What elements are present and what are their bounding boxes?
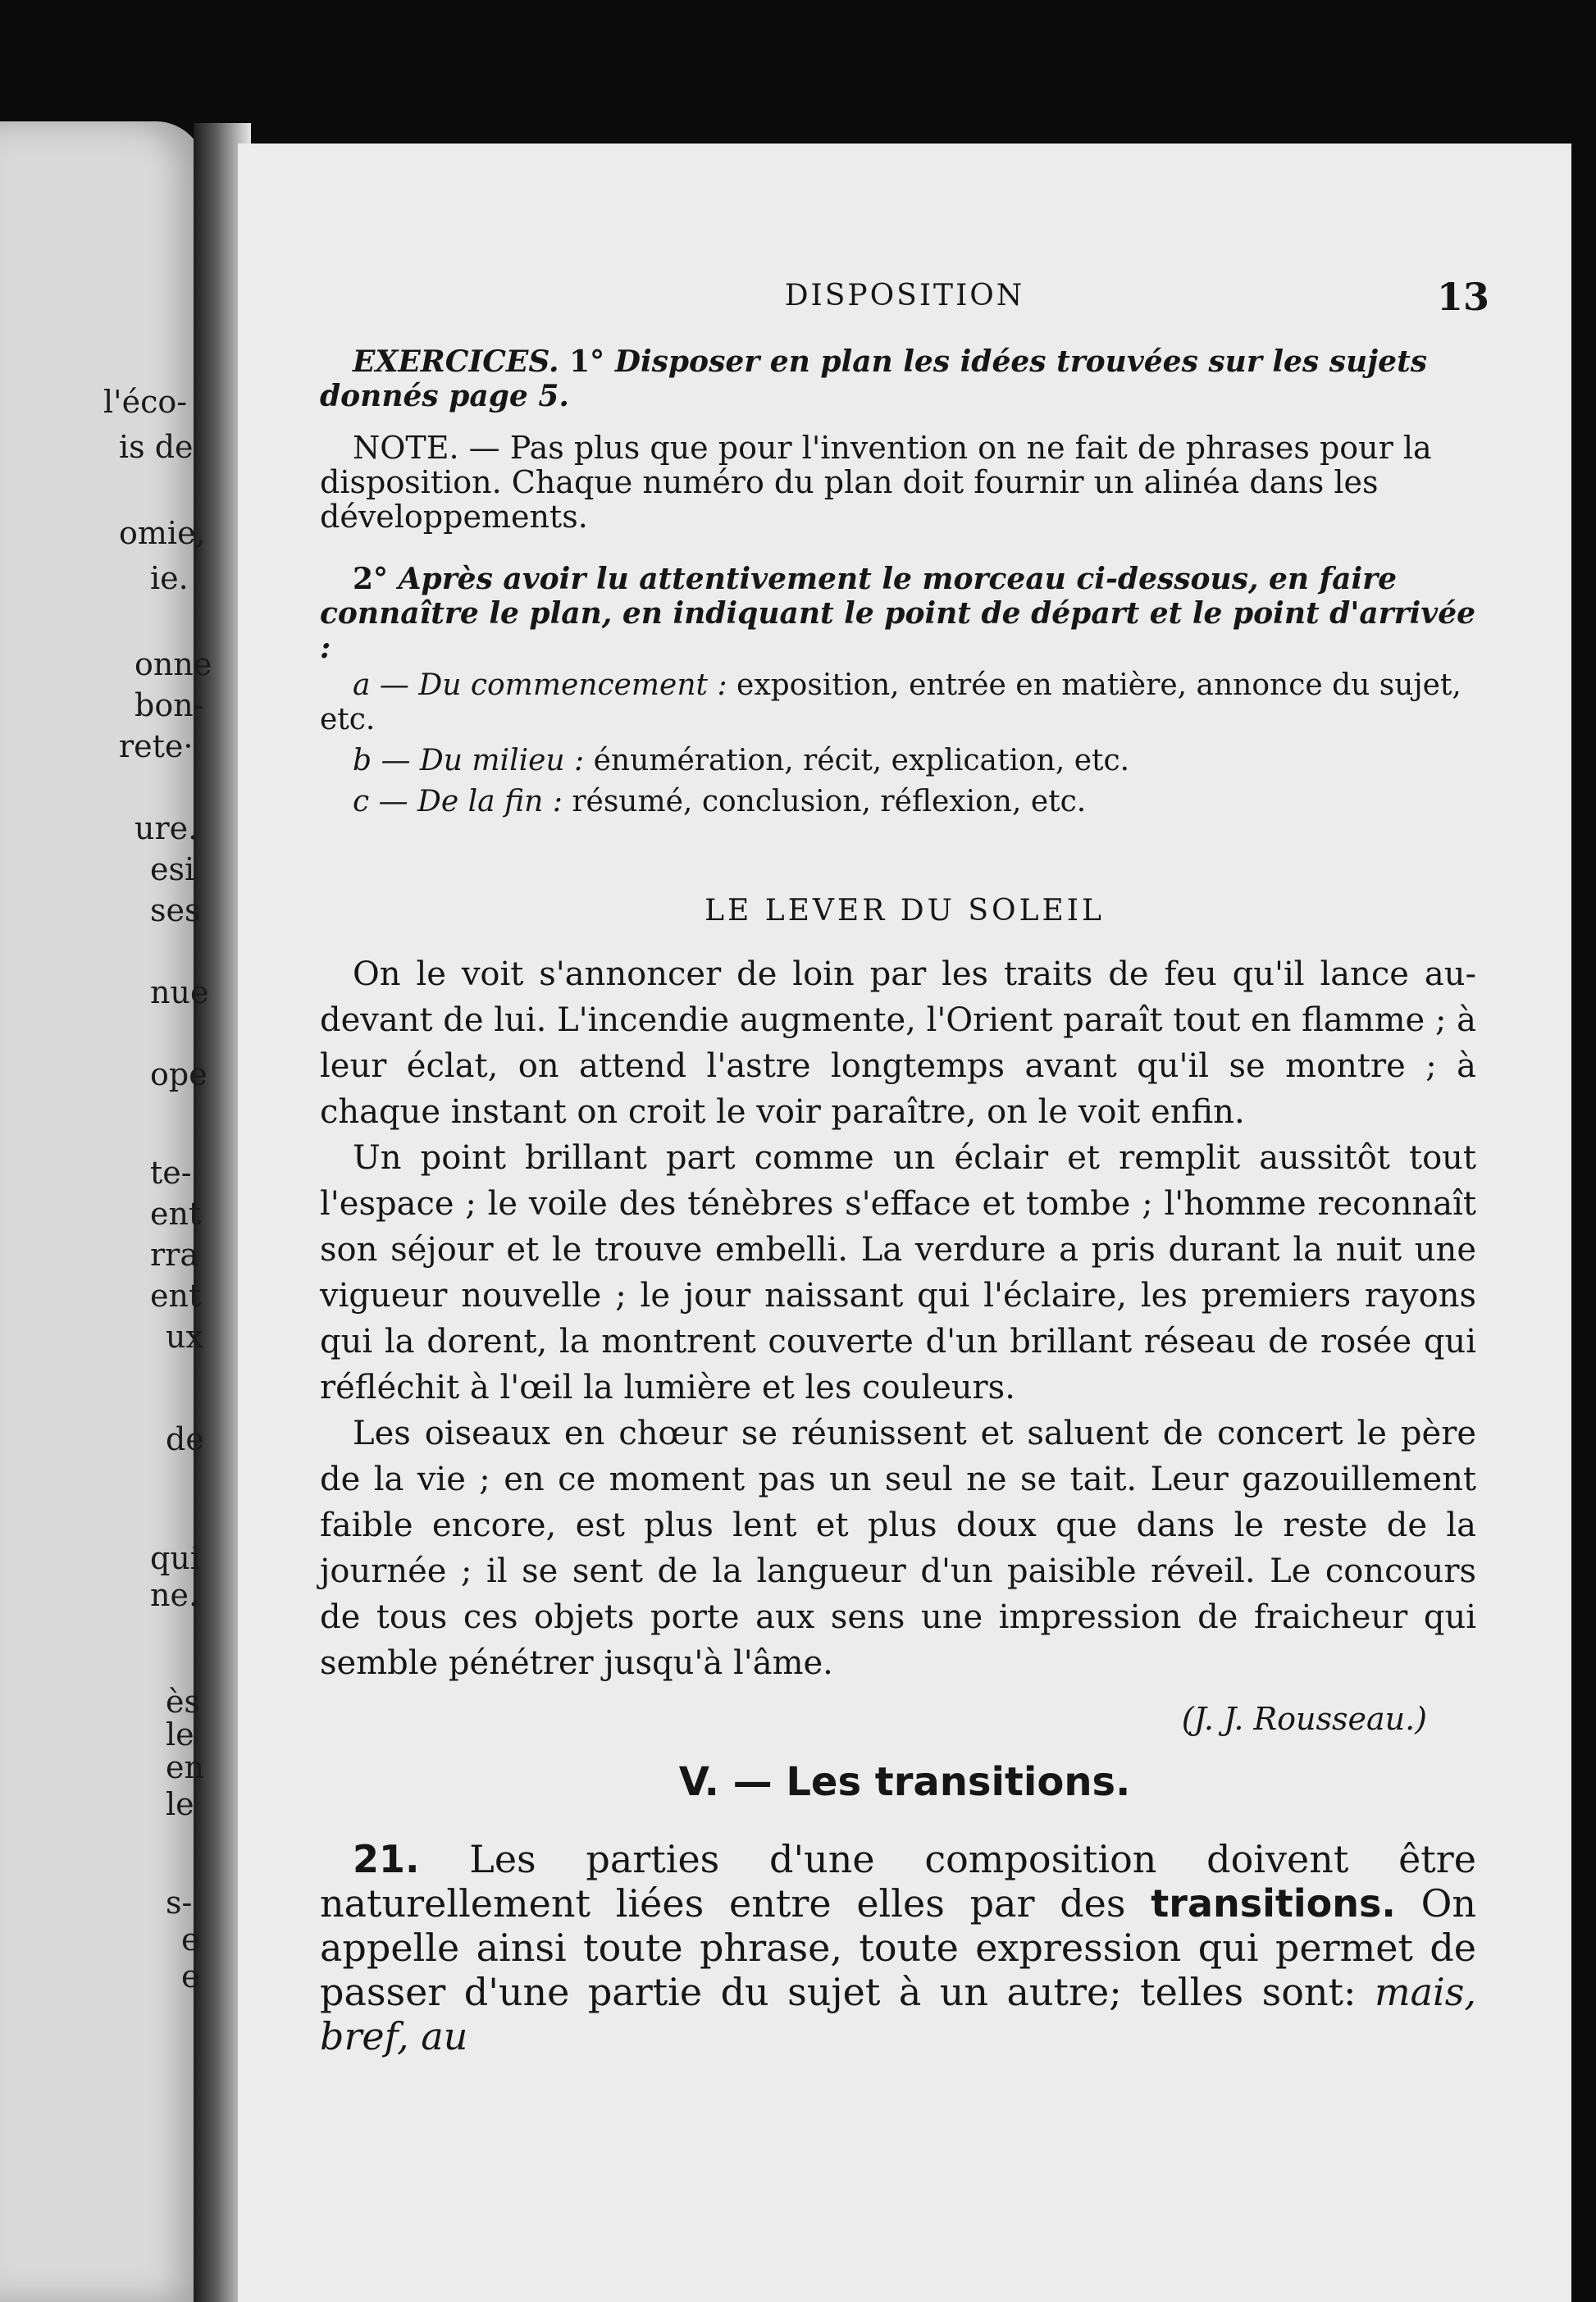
left-page-fragment: ses bbox=[150, 892, 201, 928]
left-page-fragment: de bbox=[166, 1421, 204, 1457]
attribution: (J. J. Rousseau.) bbox=[1181, 1701, 1427, 1737]
left-page-fragment: ure. bbox=[135, 810, 198, 846]
passage-paragraph: Un point brillant part comme un éclair et remplit aussitôt tout l'espace ; le voile des ténèbres s'efface et tombe ; l'homme reconnaît son séjour et le trouve embelli. La verdure a pris durant la nuit une vigueur nouvelle ; le jour naissant qui l'éclaire, les premiers rayons qui la dorent, la montrent couverte d'un brillant réseau de rosée qui réfléchit à l'œil la lumière et les couleurs. bbox=[320, 1139, 1476, 1406]
bold-term: transitions. bbox=[1151, 1881, 1396, 1926]
passage-paragraph: On le voit s'annoncer de loin par les traits de feu qu'il lance au-devant de lui. L'incendie augmente, l'Orient paraît tout en flamme ; à leur éclat, on attend l'astre longtemps avant qu'il se montre ; à chaque instant on croit le voir paraître, on le voit enfin. bbox=[320, 955, 1476, 1131]
note-text: — Pas plus que pour l'invention on ne fait de phrases pour la disposition. Chaque numéro du plan doit fournir un alinéa dans les développements. bbox=[320, 430, 1432, 535]
left-page-fragment: omie, bbox=[119, 515, 206, 551]
left-page-fragment: s- bbox=[166, 1885, 193, 1921]
left-page-fragment: rra bbox=[150, 1237, 198, 1273]
left-page-fragment: bon- bbox=[135, 687, 204, 723]
left-page-fragment: ent bbox=[150, 1278, 202, 1314]
exercise-1: EXERCICES. 1° Disposer en plan les idées trouvées sur les sujets donnés page 5. bbox=[320, 344, 1427, 413]
note-label: NOTE. bbox=[353, 430, 459, 466]
paragraph-number: 21. bbox=[353, 1837, 420, 1881]
list-item: b — Du milieu : énumération, récit, explication, etc. bbox=[353, 744, 1130, 777]
page-number: 13 bbox=[1436, 275, 1489, 319]
left-page-fragment: qui bbox=[150, 1540, 200, 1576]
passage-title: LE LEVER DU SOLEIL bbox=[705, 894, 1105, 928]
left-page-fragment: ès bbox=[166, 1684, 200, 1720]
left-page-fragment: rete· bbox=[119, 728, 194, 764]
passage-paragraph: Les oiseaux en chœur se réunissent et saluent de concert le père de la vie ; en ce moment pas un seul ne se tait. Leur gazouillement faible encore, est plus lent et plus doux que dans le reste de la journée ; il se sent de la langueur d'un paisible réveil. Le concours de tous ces objets porte aux sens une impression de fraicheur qui semble pénétrer jusqu'à l'âme. bbox=[320, 1415, 1476, 1682]
left-page-fragment: e bbox=[181, 1958, 200, 1994]
left-page-fragment: esi bbox=[150, 851, 195, 887]
left-page-fragment: l'éco- bbox=[103, 384, 188, 420]
left-page-fragment: e bbox=[181, 1921, 200, 1958]
exercise-1-text: Disposer en plan les idées trouvées sur les sujets donnés page 5. bbox=[320, 344, 1427, 413]
left-page-fragment: ne. bbox=[150, 1577, 199, 1613]
book-page bbox=[238, 144, 1571, 2302]
list-item: a — Du commencement : exposition, entrée en matière, annonce du sujet, etc. bbox=[320, 668, 1461, 736]
left-page-fragment: ent bbox=[150, 1196, 202, 1232]
running-title: DISPOSITION bbox=[784, 279, 1025, 312]
left-page-fragment: ux bbox=[166, 1319, 203, 1355]
section-title: V. — Les transitions. bbox=[678, 1759, 1131, 1805]
note-paragraph bbox=[320, 431, 1476, 534]
section-paragraph: 21. Les parties d'une composition doivent être naturellement liées entre elles par des transitions. On appelle ainsi toute phrase, toute expression qui permet de passer d'une partie du sujet à un autre; telles sont: mais, bref, au bbox=[320, 1837, 1477, 2058]
left-page-fragment: en bbox=[166, 1749, 204, 1785]
exercise-2-text: Après avoir lu attentivement le morceau ci-dessous, en faire connaître le plan, en indiquant le point de départ et le point d'arrivée : bbox=[320, 562, 1476, 665]
passage-body bbox=[320, 951, 1476, 1742]
left-page-fragment: onne bbox=[135, 646, 212, 682]
exercises-label: EXERCICES. bbox=[353, 344, 559, 379]
left-page-fragment: nue bbox=[150, 974, 209, 1010]
left-page-fragment: le bbox=[166, 1716, 194, 1753]
left-page-fragment: is de bbox=[119, 429, 194, 465]
exercise-items bbox=[320, 668, 1476, 819]
exercise-2: 2° Après avoir lu attentivement le morceau ci-dessous, en faire connaître le plan, en indiquant le point de départ et le point d'arrivée : bbox=[320, 562, 1476, 665]
left-page-fragment: ie. bbox=[150, 560, 189, 596]
list-item: c — De la fin : résumé, conclusion, réflexion, etc. bbox=[353, 785, 1087, 818]
left-page-fragment: ope bbox=[150, 1056, 207, 1092]
left-page-fragment: le bbox=[166, 1786, 194, 1822]
left-page-fragment: te- bbox=[150, 1155, 192, 1191]
